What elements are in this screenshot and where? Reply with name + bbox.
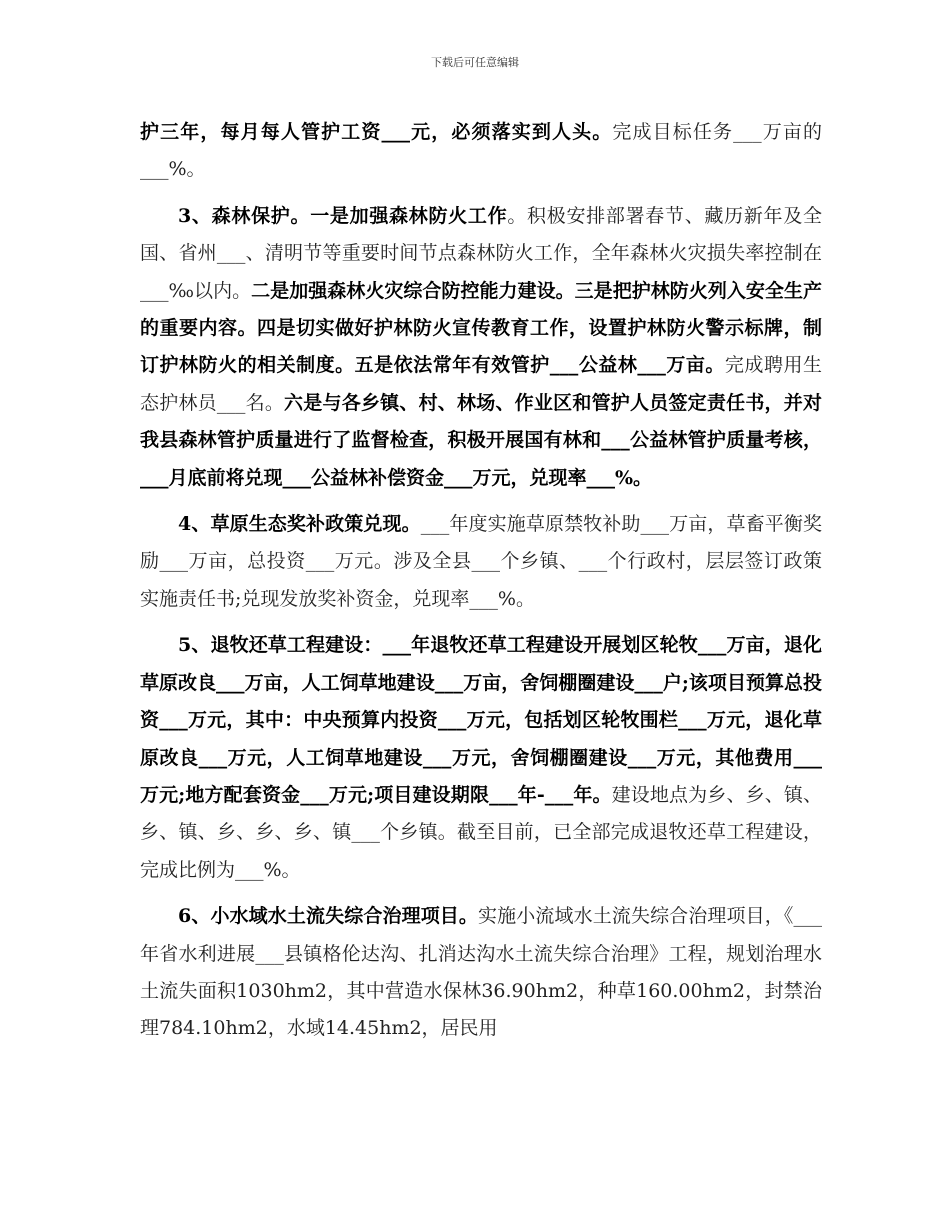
paragraph-watershed <box>140 898 822 1048</box>
paragraph-grazing <box>140 627 822 889</box>
paragraph-forest-protection <box>140 198 822 497</box>
text-span: 护三年，每月每人管护工资___元，必须落实到人头。 <box>140 121 613 143</box>
section-heading: 5、退牧还草工程建设：___年退牧还草工程建设开展划区轮牧___万亩，退化草原改良___万亩，人工饲草地建设___万亩，舍饲棚圈建设___户;该项目预算总投资___万元，其中：中央预算内投资___万元，包括划区轮牧围栏___万元，退化草原改良___万元，人工饲草地建设___万元，舍饲棚圈建设___万元，其他费用___万元;地方配套资金___万元;项目建设期限___年-___年。 <box>140 634 822 806</box>
paragraph-continuation <box>140 114 822 189</box>
document-body <box>140 114 822 1048</box>
section-heading: 3、森林保护。一是加强森林防火工作 <box>178 204 508 227</box>
page-header: 下载后可任意编辑 <box>431 56 519 69</box>
text-span: 实施小流域水土流失综合治理项目，《___年省水利进展___县镇格伦达沟、扎消达沟水土流失综合治理》工程，规划治理水土流失面积1030hm2，其中营造水保林36.90hm2，种草160.00hm2，封禁治理784.10hm2，水域14.45hm2，居民用 <box>140 905 822 1040</box>
text-span: 完成聘用生态护林员___名。 <box>140 354 822 414</box>
section-heading: 4、草原生态奖补政策兑现。 <box>178 513 421 536</box>
section-heading: 6、小水域水土流失综合治理项目。 <box>178 905 479 928</box>
text-span: 六是与各乡镇、村、林场、作业区和管护人员签定责任书，并对我县森林管护质量进行了监督检查，积极开展国有林和___公益林管护质量考核，___月底前将兑现___公益林补偿资金___万元，兑现率___%。 <box>140 391 822 489</box>
text-span: 二是加强森林火灾综合防控能力建设。三是把护林防火列入安全生产的重要内容。四是切实做好护林防火宣传教育工作，设置护林防火警示标牌，制订护林防火的相关制度。五是依法常年有效管护___公益林___万亩。 <box>140 279 822 377</box>
text-span: ___年度实施草原禁牧补助___万亩，草畜平衡奖励___万亩，总投资___万元。涉及全县___个乡镇、___个行政村，层层签订政策实施责任书;兑现发放奖补资金，兑现率___%。 <box>140 513 822 610</box>
paragraph-grassland <box>140 506 822 618</box>
text-span: 建设地点为乡、乡、镇、乡、镇、乡、乡、乡、镇___个乡镇。截至目前，已全部完成退牧还草工程建设，完成比例为___%。 <box>140 783 822 881</box>
text-span: 完成目标任务___万亩的___%。 <box>140 121 822 181</box>
text-span: 。积极安排部署春节、藏历新年及全国、省州___、清明节等重要时间节点森林防火工作，全年森林火灾损失率控制在___‰以内。 <box>140 204 822 302</box>
